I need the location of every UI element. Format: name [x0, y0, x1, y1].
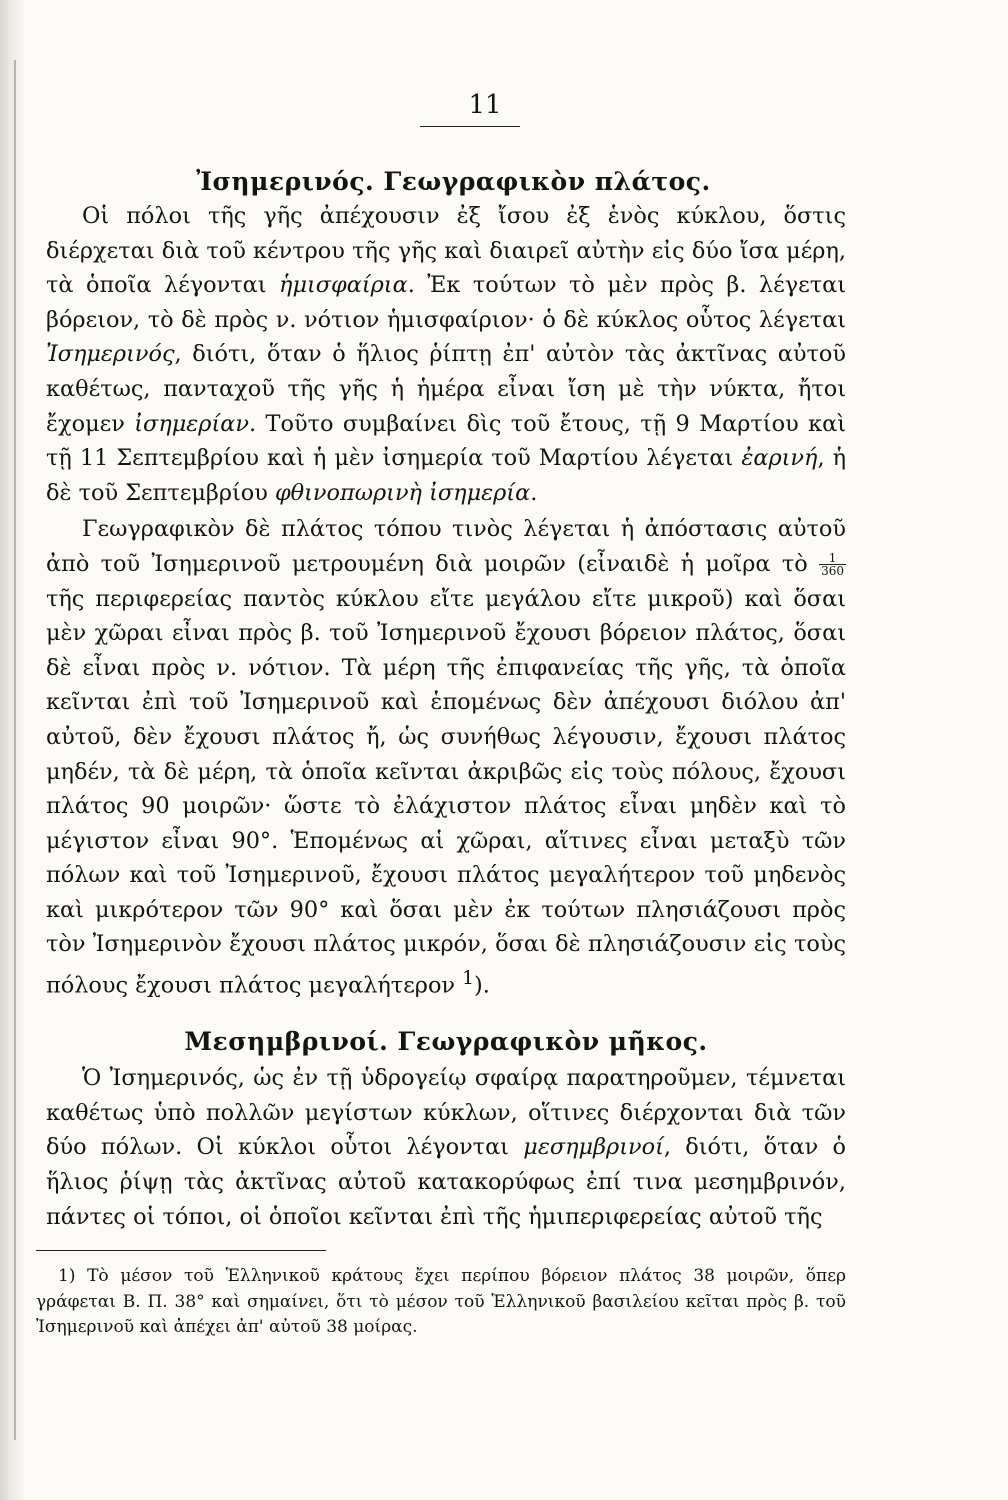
paragraph-meridians: [46, 1061, 846, 1234]
paragraph-latitude: [46, 512, 846, 1003]
text-run: ).: [474, 972, 490, 999]
fraction-one-degree: [819, 552, 846, 577]
text-run: . Τοῦτο συμβαίνει δὶς τοῦ ἔτους, τῇ 9 Μαρτίου καὶ τῇ 11 Σεπτεμβρίου καὶ ἡ μὲν ἰσημερία τοῦ Μαρτίου λέγεται: [46, 410, 846, 472]
binding-crease: [14, 60, 16, 1440]
text-run: . Ἐκ τούτων τὸ μὲν πρὸς β. λέγεται βόρειον, τὸ δὲ πρὸς ν. νότιον ἡμισφαίριον· ὁ δὲ κύκλος οὗτος λέγεται: [46, 272, 846, 333]
term-equinox: ἰσημερίαν: [134, 410, 249, 437]
text-run: Ὁ Ἰσημερινός, ὡς ἐν τῇ ὑδρογείῳ σφαίρᾳ παρατηροῦμεν, τέμνεται καθέτως ὑπὸ πολλῶν μεγίστων κύκλων, οἵτινες διέρχονται διὰ τῶν δύο πόλων. Οἱ κύκλοι οὗτοι λέγονται: [46, 1065, 846, 1161]
term-spring: ἐαρινή: [741, 445, 818, 472]
term-hemispheres: ἡμισφαίρια: [279, 272, 408, 299]
term-equator: Ἰσημερινός: [46, 341, 175, 368]
footnote: 1) Τὸ μέσον τοῦ Ἑλληνικοῦ κράτους ἔχει περίπου βόρειον πλάτος 38 μοιρῶν, ὅπερ γράφεται Β. Π. 38° καὶ σημαίνει, ὅτι τὸ μέσον τοῦ Ἑλληνικοῦ βασιλείου κεῖται πρὸς β. τοῦ Ἰσημερινοῦ καὶ ἀπέχει ἀπ' αὐτοῦ 38 μοίρας.: [36, 1266, 846, 1337]
text-run: Γεωγραφικὸν δὲ πλάτος τόπου τινὸς λέγεται ἡ ἀπόστασις αὐτοῦ ἀπὸ τοῦ Ἰσημερινοῦ μετρουμένη διὰ μοιρῶν (εἶναιδὲ ἡ μοῖρα τὸ: [46, 516, 846, 577]
page-body: [46, 165, 846, 1234]
text-run: Οἱ πόλοι τῆς γῆς ἀπέχουσιν ἐξ ἴσου ἐξ ἑνὸς κύκλου, ὅστις διέρχεται διὰ τοῦ κέντρου τῆς γῆς καὶ διαιρεῖ αὐτὴν εἰς δύο ἴσα μέρη, τὰ ὁποῖα λέγονται: [46, 203, 846, 299]
footnote-divider: [36, 1250, 326, 1251]
term-meridians: μεσημβρινοί: [523, 1134, 664, 1161]
term-autumn-equinox: φθινοπωρινὴ ἰσημερία: [275, 479, 531, 506]
section-heading-equator: Ἰσημερινός. Γεωγραφικὸν πλάτος.: [196, 167, 711, 196]
text-run: , διότι, ὅταν ὁ ἥλιος ῥίψῃ τὰς ἀκτῖνας αὐτοῦ κατακορύφως ἐπί τινα μεσημβρινόν, πάντες οἱ τόποι, οἱ ὁποῖοι κεῖνται ἐπὶ τῆς ἡμιπεριφερείας αὐτοῦ τῆς: [46, 1134, 847, 1230]
section-heading-meridians: Μεσημβρινοί. Γεωγραφικὸν μῆκος.: [184, 1027, 708, 1057]
paragraph-equator: [46, 199, 846, 510]
binding-shadow: [0, 0, 26, 1500]
page-number-rule: [420, 126, 520, 127]
page-number: 11: [468, 90, 502, 120]
text-run: , διότι, ὅταν ὁ ἥλιος ῥίπτῃ ἐπ' αὐτὸν τὰς ἀκτῖνας αὐτοῦ καθέτως, πανταχοῦ τῆς γῆς ἡ ἡμέρα εἶναι ἴση μὲ τὴν νύκτα, ἤτοι ἔχομεν: [46, 341, 846, 437]
footnote-reference: 1: [462, 968, 475, 990]
text-run: , ἡ δὲ τοῦ Σεπτεμβρίου: [46, 445, 846, 506]
text-run: τῆς περιφερείας παντὸς κύκλου εἴτε μεγάλου εἴτε μικροῦ) καὶ ὅσαι μὲν χῶραι εἶναι πρὸς β. τοῦ Ἰσημερινοῦ ἔχουσι βόρειον πλάτος, ὅσαι δὲ εἶναι πρὸς ν. νότιον. Τὰ μέρη τῆς ἐπιφανείας τῆς γῆς, τὰ ὁποῖα κεῖνται ἐπὶ τοῦ Ἰσημερινοῦ καὶ ἑπομένως δὲν ἀπέχουσι διόλου ἀπ' αὐτοῦ, δὲν ἔχουσι πλάτος ἤ, ὡς συνήθως λέγουσιν, ἔχουσι πλάτος μηδέν, τὰ δὲ μέρη, τὰ ὁποῖα κεῖνται ἀκριβῶς εἰς τοὺς πόλους, ἔχουσι πλάτος 90 μοιρῶν· ὥστε τὸ ἐλάχιστον πλάτος εἶναι μηδὲν καὶ τὸ μέγιστον εἶναι 90°. Ἑπομένως αἱ χῶραι, αἵτινες εἶναι μεταξὺ τῶν πόλων καὶ τοῦ Ἰσημερινοῦ, ἔχουσι πλάτος μεγαλήτερον τοῦ μηδενὸς καὶ μικρότερον τῶν 90° καὶ ὅσαι μὲν ἐκ τούτων πλησιάζουσι πρὸς τὸν Ἰσημερινὸν ἔχουσι πλάτος μικρόν, ὅσαι δὲ πλησιάζουσιν εἰς τοὺς πόλους ἔχουσι πλάτος μεγαλήτερον: [46, 585, 846, 999]
fraction-denominator: 360: [821, 564, 844, 579]
fraction-numerator: 1: [819, 552, 846, 565]
text-run: .: [530, 479, 538, 506]
